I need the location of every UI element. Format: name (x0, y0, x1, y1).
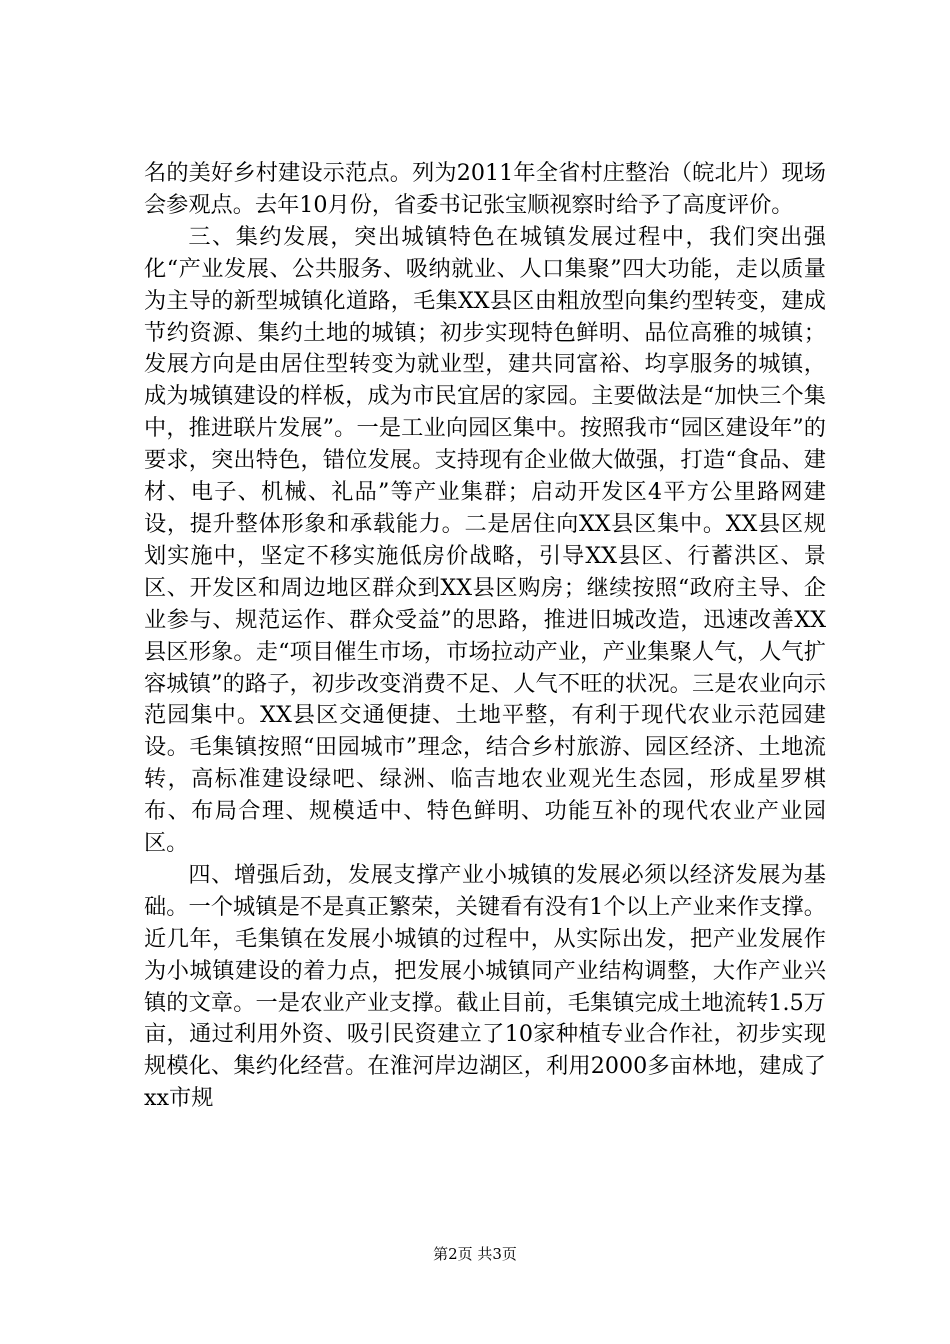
paragraph-2: 三、集约发展，突出城镇特色在城镇发展过程中，我们突出强化“产业发展、公共服务、吸纳就业、人口集聚”四大功能，走以质量为主导的新型城镇化道路，毛集XX县区由粗放型向集约型转变，建成节约资源、集约土地的城镇；初步实现特色鲜明、品位高雅的城镇；发展方向是由居住型转变为就业型，建共同富裕、均享服务的城镇，成为城镇建设的样板，成为市民宜居的家园。主要做法是“加快三个集中，推进联片发展”。一是工业向园区集中。按照我市“园区建设年”的要求，突出特色，错位发展。支持现有企业做大做强，打造“食品、建材、电子、机械、礼品”等产业集群；启动开发区4平方公里路网建设，提升整体形象和承载能力。二是居住向XX县区集中。XX县区规划实施中，坚定不移实施低房价战略，引导XX县区、行蓄洪区、景区、开发区和周边地区群众到XX县区购房；继续按照“政府主导、企业参与、规范运作、群众受益”的思路，推进旧城改造，迅速改善XX县区形象。走“项目催生市场，市场拉动产业，产业集聚人气，人气扩容城镇”的路子，初步改变消费不足、人气不旺的状况。三是农业向示范园集中。XX县区交通便捷、土地平整，有利于现代农业示范园建设。毛集镇按照“田园城市”理念，结合乡村旅游、园区经济、土地流转，高标准建设绿吧、绿洲、临吉地农业观光生态园，形成星罗棋布、布局合理、规模适中、特色鲜明、功能互补的现代农业产业园区。 (144, 223, 826, 857)
paragraph-3: 四、增强后劲，发展支撑产业小城镇的发展必须以经济发展为基础。一个城镇是不是真正繁荣，关键看有没有1个以上产业来作支撑。近几年，毛集镇在发展小城镇的过程中，从实际出发，把产业发展作为小城镇建设的着力点，把发展小城镇同产业结构调整，大作产业兴镇的文章。一是农业产业支撑。截止目前，毛集镇完成土地流转1.5万亩，通过利用外资、吸引民资建立了10家种植专业合作社，初步实现规模化、集约化经营。在淮河岸边湖区，利用2000多亩林地，建成了xx市规 (144, 861, 826, 1112)
document-body (144, 158, 826, 1115)
page-footer: 第2页 共3页 (433, 1245, 517, 1263)
paragraph-1: 名的美好乡村建设示范点。列为2011年全省村庄整治（皖北片）现场会参观点。去年10月份，省委书记张宝顺视察时给予了高度评价。 (144, 160, 826, 218)
